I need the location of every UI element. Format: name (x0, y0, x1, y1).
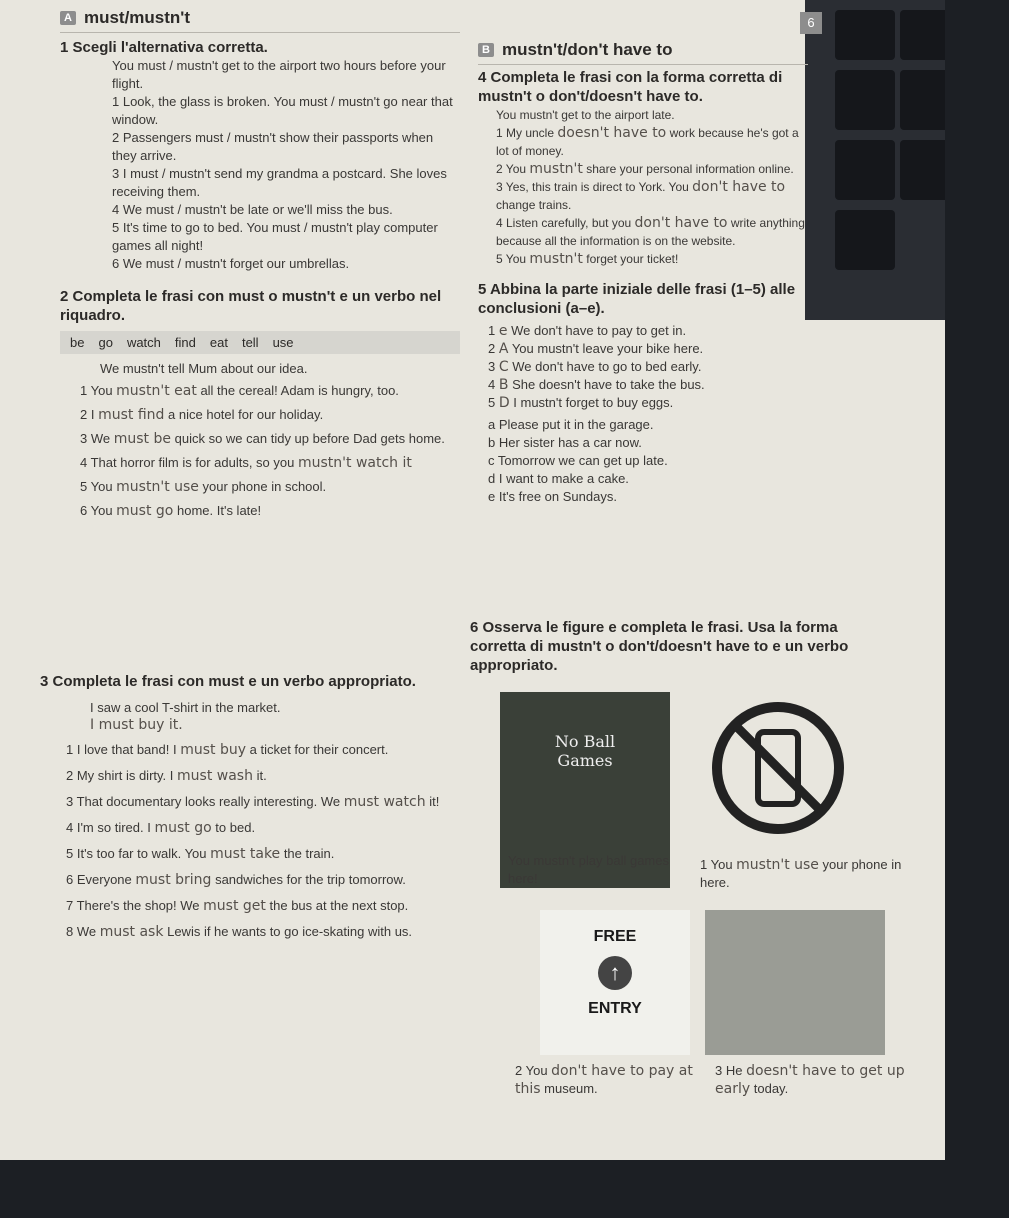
word-box-item: tell (241, 335, 259, 350)
exercise-3-item: 6 Everyone must bring sandwiches for the trip tomorrow. (66, 872, 406, 888)
right-column (478, 40, 808, 506)
exercise-2 (60, 287, 460, 520)
exercise-1-item: 2 Passengers must / mustn't show their passports when they arrive. (112, 130, 434, 163)
exercise-6-example: You mustn't play ball games here! (508, 853, 669, 886)
section-a-title: must/mustn't (83, 8, 190, 27)
exercise-1-item: 5 It's time to go to bed. You must / mustn't play computer games all night! (112, 220, 438, 253)
exercise-1 (60, 38, 460, 273)
word-box-item: be (70, 335, 85, 350)
keyboard-background (805, 0, 945, 320)
exercise-2-example: We mustn't tell Mum about our idea. (100, 361, 308, 376)
exercise-2-item: 2 I must find a nice hotel for our holiday. (80, 407, 324, 423)
exercise-1-item: 4 We must / mustn't be late or we'll miss the bus. (112, 202, 393, 217)
word-box (60, 331, 460, 354)
exercise-4-title: 4 Completa le frasi con la forma corretta di mustn't o don't/doesn't have to. (478, 69, 783, 105)
exercise-3-item: 8 We must ask Lewis if he wants to go ice-skating with us. (66, 924, 413, 940)
exercise-4 (478, 68, 808, 268)
exercise-2-item: 4 That horror film is for adults, so you mustn't watch it (80, 455, 412, 471)
free-entry-sign-top: FREE (593, 928, 637, 945)
left-column (60, 8, 460, 520)
section-b-heading (478, 40, 808, 60)
exercise-6-item-1: 1 You mustn't use your phone in here. (700, 857, 902, 890)
no-phone-icon (712, 702, 844, 834)
exercise-2-item: 3 We must be quick so we can tidy up before Dad gets home. (80, 431, 445, 447)
exercise-3-example-answer: I must buy it. (90, 717, 183, 733)
exercise-3-item: 7 There's the shop! We must get the bus at the next stop. (66, 898, 409, 914)
exercise-4-item: 3 Yes, this train is direct to York. You don't have to change trains. (496, 179, 786, 212)
word-box-item: go (98, 335, 113, 350)
exercise-4-item: 1 My uncle doesn't have to work because he's got a lot of money. (496, 125, 799, 158)
man-sleeping-photo (705, 910, 885, 1055)
word-box-item: watch (126, 335, 161, 350)
word-box-item: use (272, 335, 294, 350)
exercise-6-item-2: 2 You don't have to pay at this museum. (515, 1063, 693, 1097)
exercise-3-item: 4 I'm so tired. I must go to bed. (66, 820, 256, 836)
section-a-badge: A (60, 11, 76, 25)
exercise-3-item: 5 It's too far to walk. You must take the train. (66, 846, 335, 862)
free-entry-sign-bottom: ENTRY (588, 1000, 642, 1017)
exercise-1-item: 6 We must / mustn't forget our umbrellas. (112, 256, 350, 271)
exercise-4-item: 5 You mustn't forget your ticket! (496, 251, 679, 267)
exercise-6-title: 6 Osserva le figure e completa le frasi. Usa la forma corretta di mustn't o don't/doesn't have to e un verbo appropriato. (470, 619, 849, 674)
exercise-4-example: You mustn't get to the airport late. (496, 108, 675, 122)
exercise-5-left-item: 4 B She doesn't have to take the bus. (488, 377, 705, 393)
section-a-heading (60, 8, 460, 28)
divider-line (478, 64, 808, 65)
exercise-1-example: You must / mustn't get to the airport two hours before your flight. (112, 58, 446, 91)
background-surface (0, 1160, 1009, 1218)
exercise-5-right-item: b Her sister has a car now. (488, 435, 642, 450)
exercise-1-item: 3 I must / mustn't send my grandma a postcard. She loves receiving them. (112, 166, 447, 199)
exercise-3-item: 2 My shirt is dirty. I must wash it. (66, 768, 267, 784)
exercise-3-item: 3 That documentary looks really interesting. We must watch it! (66, 794, 440, 810)
exercise-4-item: 2 You mustn't share your personal information online. (496, 161, 794, 177)
exercise-5 (478, 280, 808, 506)
no-phone-symbol (722, 712, 834, 824)
exercise-5-right-item: e It's free on Sundays. (488, 489, 617, 504)
exercise-4-item: 4 Listen carefully, but you don't have to write anything because all the information is on the website. (496, 215, 805, 248)
exercise-6-item-3: 3 He doesn't have to get up early today. (715, 1063, 905, 1097)
exercise-3-item: 1 I love that band! I must buy a ticket for their concert. (66, 742, 389, 758)
exercise-2-item: 5 You mustn't use your phone in school. (80, 479, 327, 495)
exercise-5-left-item: 5 D I mustn't forget to buy eggs. (488, 395, 674, 411)
word-box-item: find (174, 335, 196, 350)
exercise-2-item: 1 You mustn't eat all the cereal! Adam is hungry, too. (80, 383, 399, 399)
exercise-5-left-item: 3 C We don't have to go to bed early. (488, 359, 702, 375)
exercise-5-right-item: d I want to make a cake. (488, 471, 629, 486)
section-b-badge: B (478, 43, 494, 57)
free-entry-sign-photo (540, 910, 690, 1055)
exercise-5-right-item: c Tomorrow we can get up late. (488, 453, 668, 468)
arrow-up-icon: ↑ (598, 956, 632, 990)
exercise-1-title: 1 Scegli l'alternativa corretta. (60, 39, 268, 56)
exercise-1-item: 1 Look, the glass is broken. You must / mustn't go near that window. (112, 94, 453, 127)
exercise-6-header (470, 618, 870, 675)
word-box-item: eat (209, 335, 228, 350)
exercise-5-right-item: a Please put it in the garage. (488, 417, 654, 432)
exercise-5-title: 5 Abbina la parte iniziale delle frasi (1–5) alle conclusioni (a–e). (478, 281, 796, 317)
exercise-3-example: I saw a cool T-shirt in the market. (90, 700, 281, 715)
exercise-3-title: 3 Completa le frasi con must e un verbo appropriato. (40, 673, 416, 690)
divider-line (60, 32, 460, 33)
exercise-2-item: 6 You must go home. It's late! (80, 503, 262, 519)
no-ball-games-sign-text: No Ball Games (554, 732, 616, 770)
section-b-title: mustn't/don't have to (501, 40, 673, 59)
exercise-3 (40, 672, 460, 941)
exercise-2-title: 2 Completa le frasi con must o mustn't e un verbo nel riquadro. (60, 288, 442, 324)
exercise-5-left-item: 1 e We don't have to pay to get in. (488, 323, 687, 339)
page-number-badge: 6 (800, 12, 822, 34)
exercise-5-left-item: 2 A You mustn't leave your bike here. (488, 341, 704, 357)
